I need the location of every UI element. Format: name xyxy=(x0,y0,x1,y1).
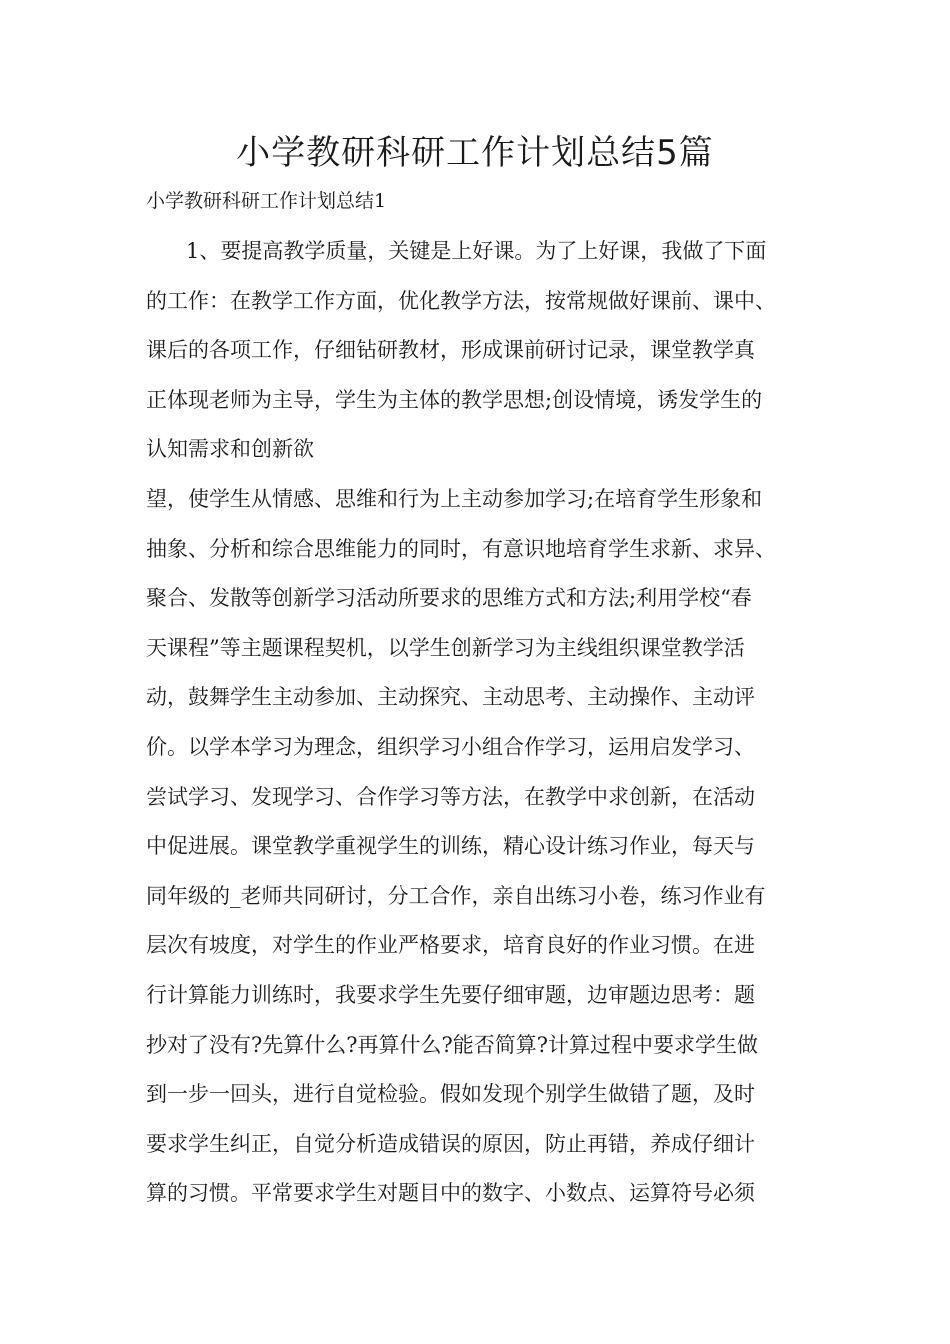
text-line: 抽象、分析和综合思维能力的同时，有意识地培育学生求新、求异、 xyxy=(146,536,776,561)
text-line: 要求学生纠正，自觉分析造成错误的原因，防止再错，养成仔细计 xyxy=(146,1131,755,1156)
text-line: 价。以学本学习为理念，组织学习小组合作学习，运用启发学习、 xyxy=(146,734,755,759)
text-line: 课后的各项工作，仔细钻研教材，形成课前研讨记录，课堂教学真 xyxy=(146,338,755,363)
text-line: 正体现老师为主导，学生为主体的教学思想;创设情境，诱发学生的 xyxy=(146,387,763,412)
text-line: 天课程”等主题课程契机，以学生创新学习为主线组织课堂教学活 xyxy=(146,635,745,660)
text-line: 认知需求和创新欲 xyxy=(146,437,314,462)
text-line: 行计算能力训练时，我要求学生先要仔细审题，边审题边思考：题 xyxy=(146,982,755,1007)
text-line: 尝试学习、发现学习、合作学习等方法，在教学中求创新，在活动 xyxy=(146,784,755,809)
text-line: 1、要提高教学质量，关键是上好课。为了上好课，我做了下面 xyxy=(186,239,767,263)
text-line: 的工作：在教学工作方面，优化教学方法，按常规做好课前、课中、 xyxy=(146,288,776,313)
document-title: 小学教研科研工作计划总结5篇 xyxy=(236,133,714,173)
text-line: 抄对了没有?先算什么?再算什么?能否简算?计算过程中要求学生做 xyxy=(146,1032,759,1057)
text-line: 层次有坡度，对学生的作业严格要求，培育良好的作业习惯。在进 xyxy=(146,933,755,958)
body-text xyxy=(146,229,826,1221)
section-heading: 小学教研科研工作计划总结1 xyxy=(146,190,387,212)
text-line: 中促进展。课堂教学重视学生的训练，精心设计练习作业，每天与 xyxy=(146,834,755,859)
text-line: 望，使学生从情感、思维和行为上主动参加学习;在培育学生形象和 xyxy=(146,486,763,511)
text-line: 算的习惯。平常要求学生对题目中的数字、小数点、运算符号必须 xyxy=(146,1181,755,1206)
text-line: 到一步一回头，进行自觉检验。假如发现个别学生做错了题，及时 xyxy=(146,1082,755,1107)
text-line: 同年级的_老师共同研讨，分工合作，亲自出练习小卷，练习作业有 xyxy=(146,883,766,908)
text-line: 聚合、发散等创新学习活动所要求的思维方式和方法;利用学校“春 xyxy=(146,586,752,611)
text-line: 动，鼓舞学生主动参加、主动探究、主动思考、主动操作、主动评 xyxy=(146,685,755,710)
